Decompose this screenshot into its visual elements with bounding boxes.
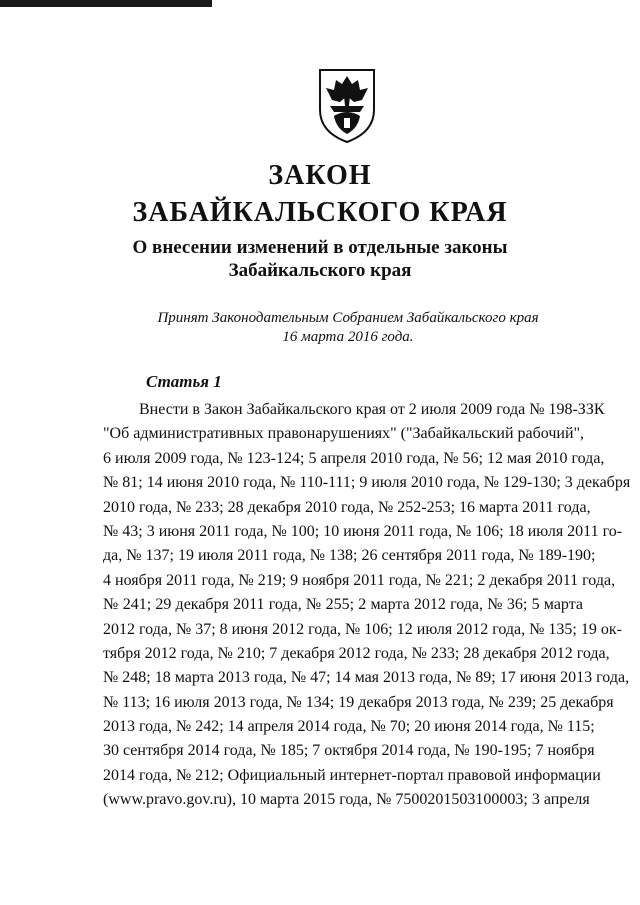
- body-line: 2013 года, № 242; 14 апреля 2014 года, № 70; 20 июня 2014 года, № 115;: [103, 718, 595, 736]
- body-line: № 113; 16 июля 2013 года, № 134; 19 декабря 2013 года, № 239; 25 декабря: [103, 693, 614, 711]
- body-line: № 43; 3 июня 2011 года, № 100; 10 июня 2011 года, № 106; 18 июля 2011 го-: [103, 522, 623, 540]
- top-rule-bar: [0, 0, 212, 7]
- body-line: 6 июля 2009 года, № 123-124; 5 апреля 2010 года, № 56; 12 мая 2010 года,: [103, 449, 605, 467]
- adoption-note: Принят Законодательным Собранием Забайкальского края: [157, 310, 539, 326]
- adoption-date: 16 марта 2016 года.: [282, 329, 414, 345]
- body-line: № 241; 29 декабря 2011 года, № 255; 2 марта 2012 года, № 36; 5 марта: [103, 596, 583, 614]
- body-line: 2010 года, № 233; 28 декабря 2010 года, № 252-253; 16 марта 2011 года,: [103, 498, 591, 516]
- law-title-region: ЗАБАЙКАЛЬСКОГО КРАЯ: [132, 197, 508, 228]
- body-line: "Об административных правонарушениях" ("Забайкальский рабочий",: [103, 425, 585, 443]
- body-line: 4 ноября 2011 года, № 219; 9 ноября 2011 года, № 221; 2 декабря 2011 года,: [103, 571, 616, 589]
- body-line: № 248; 18 марта 2013 года, № 47; 14 мая 2013 года, № 89; 17 июня 2013 года,: [103, 669, 630, 687]
- article-heading: Статья 1: [146, 372, 222, 391]
- coat-of-arms-icon: [316, 66, 378, 144]
- body-line: тября 2012 года, № 210; 7 декабря 2012 года, № 233; 28 декабря 2012 года,: [103, 644, 610, 662]
- law-subtitle-region: Забайкальского края: [228, 260, 412, 281]
- law-subtitle: О внесении изменений в отдельные законы: [132, 237, 508, 258]
- body-line: да, № 137; 19 июля 2011 года, № 138; 26 сентября 2011 года, № 189-190;: [103, 547, 596, 565]
- body-line: 2012 года, № 37; 8 июня 2012 года, № 106; 12 июля 2012 года, № 135; 19 ок-: [103, 620, 622, 638]
- body-line: 30 сентября 2014 года, № 185; 7 октября 2014 года, № 190-195; 7 ноября: [103, 742, 595, 760]
- body-line: Внести в Закон Забайкальского края от 2 июля 2009 года № 198-ЗЗК: [139, 401, 605, 418]
- body-line: (www.pravo.gov.ru), 10 марта 2015 года, № 7500201503100003; 3 апреля: [103, 791, 590, 809]
- article-body: [103, 398, 631, 813]
- body-line: № 81; 14 июня 2010 года, № 110-111; 9 июля 2010 года, № 129-130; 3 декабря: [103, 474, 631, 492]
- law-title: ЗАКОН: [268, 160, 372, 191]
- body-line: 2014 года, № 212; Официальный интернет-портал правовой информации: [103, 766, 601, 784]
